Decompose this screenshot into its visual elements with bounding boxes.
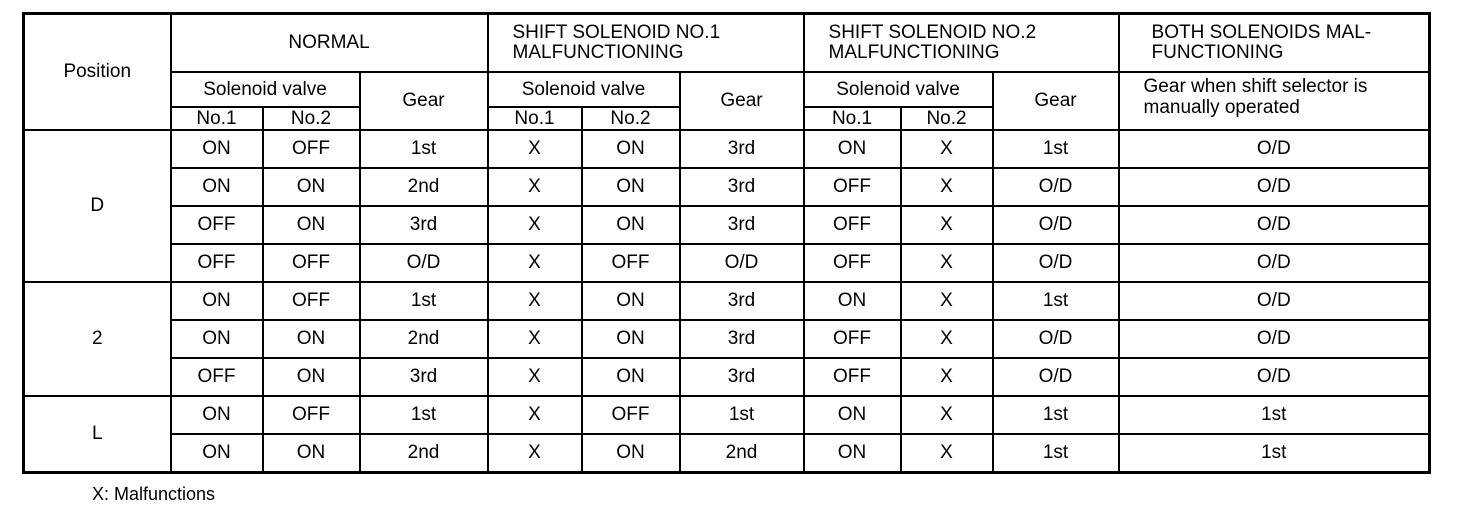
shift1-malfunction-header — [488, 14, 804, 73]
shift1-gear-cell: 3rd — [680, 206, 804, 244]
shift1-gear-cell: 2nd — [680, 434, 804, 473]
normal-no2-cell: ON — [263, 206, 360, 244]
normal-gear-cell: 2nd — [360, 168, 488, 206]
normal-no1-header: No.1 — [171, 107, 263, 130]
shift2-no1-cell: ON — [804, 282, 901, 320]
shift1-no1-cell: X — [488, 396, 582, 434]
shift1-gear-cell: 1st — [680, 396, 804, 434]
normal-no1-cell: ON — [171, 282, 263, 320]
shift2-no2-cell: X — [901, 130, 993, 168]
manual-header-line2: manually operated — [1143, 96, 1300, 118]
normal-no1-cell: ON — [171, 168, 263, 206]
shift1-gear-cell: 3rd — [680, 320, 804, 358]
shift2-no1-header: No.1 — [804, 107, 901, 130]
shift2-gear-cell: O/D — [993, 358, 1119, 396]
normal-no1-cell: ON — [171, 434, 263, 473]
shift2-no2-cell: X — [901, 244, 993, 282]
shift2-no1-cell: OFF — [804, 244, 901, 282]
both-manual-gear-cell: O/D — [1119, 206, 1430, 244]
normal-no2-cell: OFF — [263, 396, 360, 434]
normal-gear-header: Gear — [360, 72, 488, 130]
shift1-no2-cell: ON — [582, 358, 680, 396]
manual-gear-header — [1119, 72, 1430, 130]
shift2-no2-header: No.2 — [901, 107, 993, 130]
table-row — [24, 168, 1430, 206]
shift2-gear-cell: O/D — [993, 206, 1119, 244]
shift1-no2-cell: ON — [582, 130, 680, 168]
shift1-gear-cell: 3rd — [680, 282, 804, 320]
shift2-no1-cell: ON — [804, 434, 901, 473]
shift2-gear-cell: 1st — [993, 130, 1119, 168]
shift1-no2-cell: ON — [582, 206, 680, 244]
shift1-no1-cell: X — [488, 244, 582, 282]
shift2-gear-header: Gear — [993, 72, 1119, 130]
shift1-no2-cell: ON — [582, 168, 680, 206]
normal-gear-cell: 3rd — [360, 358, 488, 396]
both-manual-gear-cell: O/D — [1119, 168, 1430, 206]
normal-no2-header: No.2 — [263, 107, 360, 130]
shift1-gear-cell: O/D — [680, 244, 804, 282]
shift1-no1-cell: X — [488, 434, 582, 473]
both-manual-gear-cell: O/D — [1119, 358, 1430, 396]
shift2-solenoid-valve-header: Solenoid valve — [804, 72, 993, 107]
footnote: X: Malfunctions — [92, 484, 216, 504]
shift2-gear-cell: 1st — [993, 282, 1119, 320]
shift2-no1-cell: OFF — [804, 358, 901, 396]
shift1-gear-header: Gear — [680, 72, 804, 130]
shift2-header-line2: MALFUNCTIONING — [828, 42, 1000, 63]
table-row — [24, 282, 1430, 320]
shift1-gear-cell: 3rd — [680, 168, 804, 206]
shift2-no2-cell: X — [901, 206, 993, 244]
shift1-no2-cell: OFF — [582, 244, 680, 282]
table-row — [24, 396, 1430, 434]
shift2-no1-cell: ON — [804, 396, 901, 434]
shift1-gear-cell: 3rd — [680, 358, 804, 396]
normal-no2-cell: OFF — [263, 282, 360, 320]
manual-header-line1: Gear when shift selector is — [1143, 76, 1368, 97]
normal-no2-cell: OFF — [263, 244, 360, 282]
normal-no2-cell: ON — [263, 358, 360, 396]
shift1-no1-cell: X — [488, 168, 582, 206]
shift2-gear-cell: O/D — [993, 168, 1119, 206]
both-manual-gear-cell: O/D — [1119, 282, 1430, 320]
normal-no1-cell: OFF — [171, 244, 263, 282]
both-manual-gear-cell: O/D — [1119, 244, 1430, 282]
solenoid-malfunction-table — [22, 12, 1431, 474]
shift2-gear-cell: 1st — [993, 434, 1119, 473]
shift2-no2-cell: X — [901, 320, 993, 358]
shift2-no2-cell: X — [901, 358, 993, 396]
table-row — [24, 358, 1430, 396]
normal-gear-cell: 2nd — [360, 434, 488, 473]
normal-no1-cell: OFF — [171, 358, 263, 396]
both-manual-gear-cell: O/D — [1119, 320, 1430, 358]
shift1-no2-cell: ON — [582, 282, 680, 320]
shift1-solenoid-valve-header: Solenoid valve — [488, 72, 680, 107]
position-cell: L — [24, 396, 171, 473]
both-header-line1: BOTH SOLENOIDS MAL- — [1151, 22, 1372, 44]
shift1-gear-cell: 3rd — [680, 130, 804, 168]
table-row — [24, 320, 1430, 358]
normal-gear-cell: 2nd — [360, 320, 488, 358]
shift1-no2-header: No.2 — [582, 107, 680, 130]
normal-no1-cell: ON — [171, 130, 263, 168]
both-manual-gear-cell: 1st — [1119, 396, 1430, 434]
shift2-gear-cell: O/D — [993, 244, 1119, 282]
shift2-no2-cell: X — [901, 396, 993, 434]
shift2-no2-cell: X — [901, 434, 993, 473]
position-cell: 2 — [24, 282, 171, 396]
shift1-no1-cell: X — [488, 320, 582, 358]
both-header-line2: FUNCTIONING — [1151, 42, 1284, 63]
normal-no2-cell: OFF — [263, 130, 360, 168]
position-cell: D — [24, 130, 171, 282]
both-manual-gear-cell: 1st — [1119, 434, 1430, 473]
shift1-header-line1: SHIFT SOLENOID NO.1 — [512, 22, 721, 44]
table-row — [24, 130, 1430, 168]
table-row — [24, 434, 1430, 473]
shift1-no1-cell: X — [488, 206, 582, 244]
shift1-no1-cell: X — [488, 358, 582, 396]
shift2-no2-cell: X — [901, 282, 993, 320]
table-row — [24, 206, 1430, 244]
both-malfunction-header — [1119, 14, 1430, 73]
shift1-header-line2: MALFUNCTIONING — [512, 42, 684, 63]
normal-solenoid-valve-header: Solenoid valve — [171, 72, 360, 107]
shift2-gear-cell: 1st — [993, 396, 1119, 434]
normal-no1-cell: OFF — [171, 206, 263, 244]
normal-no2-cell: ON — [263, 168, 360, 206]
shift1-no2-cell: ON — [582, 434, 680, 473]
shift1-no2-cell: OFF — [582, 396, 680, 434]
shift1-no1-header: No.1 — [488, 107, 582, 130]
normal-no2-cell: ON — [263, 320, 360, 358]
shift2-no1-cell: OFF — [804, 206, 901, 244]
normal-gear-cell: O/D — [360, 244, 488, 282]
shift2-no1-cell: OFF — [804, 320, 901, 358]
normal-gear-cell: 1st — [360, 396, 488, 434]
shift2-malfunction-header — [804, 14, 1119, 73]
normal-no1-cell: ON — [171, 320, 263, 358]
shift2-no1-cell: OFF — [804, 168, 901, 206]
normal-gear-cell: 1st — [360, 282, 488, 320]
shift2-gear-cell: O/D — [993, 320, 1119, 358]
normal-gear-cell: 3rd — [360, 206, 488, 244]
shift1-no2-cell: ON — [582, 320, 680, 358]
shift1-no1-cell: X — [488, 282, 582, 320]
position-header: Position — [24, 14, 171, 131]
normal-gear-cell: 1st — [360, 130, 488, 168]
shift2-header-line1: SHIFT SOLENOID NO.2 — [828, 22, 1037, 44]
normal-header: NORMAL — [171, 14, 488, 73]
shift2-no2-cell: X — [901, 168, 993, 206]
table-row — [24, 244, 1430, 282]
both-manual-gear-cell: O/D — [1119, 130, 1430, 168]
shift2-no1-cell: ON — [804, 130, 901, 168]
normal-no1-cell: ON — [171, 396, 263, 434]
shift1-no1-cell: X — [488, 130, 582, 168]
normal-no2-cell: ON — [263, 434, 360, 473]
